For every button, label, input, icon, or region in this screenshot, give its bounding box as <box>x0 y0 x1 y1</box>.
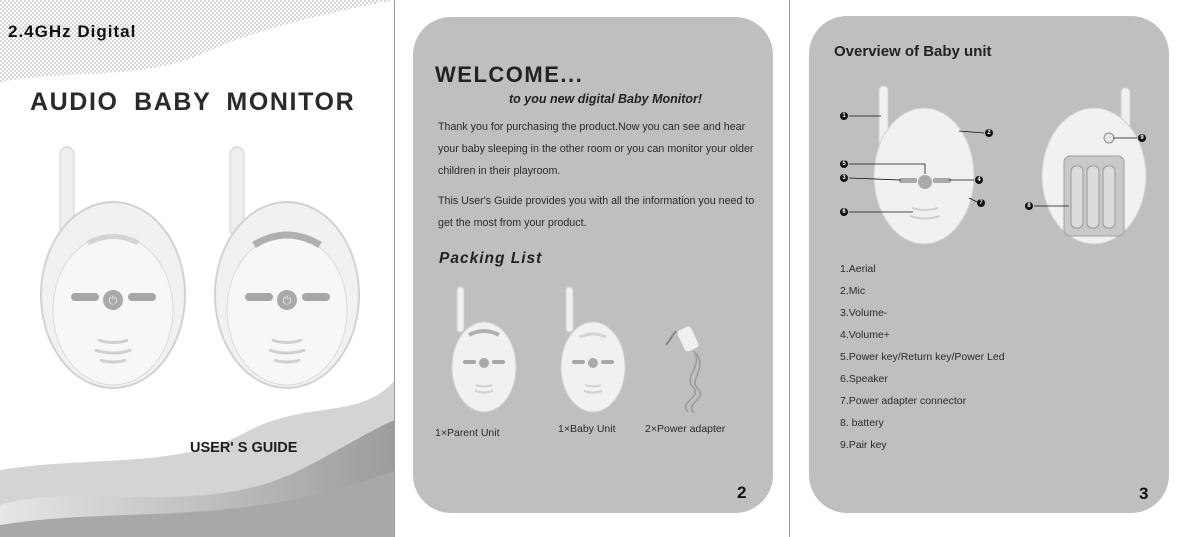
intro-paragraph: Thank you for purchasing the product.Now you can see and hear your baby sleeping in the other room or you can monitor your older children in their playroom. <box>438 121 754 177</box>
legend-item: 8. battery <box>840 417 884 429</box>
packing-list-heading: Packing List <box>439 250 543 267</box>
overview-panel <box>809 16 1169 513</box>
svg-text:⏻: ⏻ <box>108 295 118 307</box>
callout-marker: 7 <box>977 199 985 207</box>
cover-page <box>0 0 395 537</box>
parent-unit-image <box>38 145 188 390</box>
overview-page <box>791 0 1183 537</box>
guide-paragraph: This User's Guide provides you with all the information you need to get the most from your product. <box>438 195 755 229</box>
legend-item: 1.Aerial <box>840 263 876 275</box>
overview-heading: Overview of Baby unit <box>834 43 992 60</box>
legend-item: 7.Power adapter connector <box>840 395 967 407</box>
callout-marker: 4 <box>975 176 983 184</box>
parent-unit-image <box>449 285 519 415</box>
callout-marker: 5 <box>840 160 848 168</box>
packing-item-label: 2×Power adapter <box>645 423 726 435</box>
welcome-subheading: to you new digital Baby Monitor! <box>509 92 703 106</box>
packing-item-label: 1×Parent Unit <box>435 427 500 439</box>
legend-item: 4.Volume+ <box>840 329 890 341</box>
cover-subtitle: 2.4GHz Digital <box>8 22 137 41</box>
callout-marker: 9 <box>1138 134 1146 142</box>
legend-item: 6.Speaker <box>840 373 888 385</box>
callout-marker: 2 <box>985 129 993 137</box>
callout-marker: 1 <box>840 112 848 120</box>
legend-item: 3.Volume- <box>840 307 888 319</box>
callout-marker: 8 <box>1025 202 1033 210</box>
callout-marker: 3 <box>840 174 848 182</box>
cover-title: AUDIO BABY MONITOR <box>30 88 356 116</box>
legend-item: 2.Mic <box>840 285 866 297</box>
welcome-heading: WELCOME... <box>435 62 584 87</box>
baby-unit-image <box>558 285 628 415</box>
svg-text:⏻: ⏻ <box>282 295 292 307</box>
packing-item-label: 1×Baby Unit <box>558 423 616 435</box>
users-guide-label: USER' S GUIDE <box>190 440 298 456</box>
legend-item: 5.Power key/Return key/Power Led <box>840 351 1005 363</box>
welcome-panel <box>413 17 773 513</box>
page-number: 2 <box>737 483 747 502</box>
power-adapter-image <box>658 317 728 417</box>
baby-unit-image <box>212 145 362 390</box>
callout-marker: 6 <box>840 208 848 216</box>
parts-legend <box>840 258 1005 456</box>
welcome-page <box>396 0 790 537</box>
legend-item: 9.Pair key <box>840 439 887 451</box>
page-number: 3 <box>1139 484 1149 503</box>
